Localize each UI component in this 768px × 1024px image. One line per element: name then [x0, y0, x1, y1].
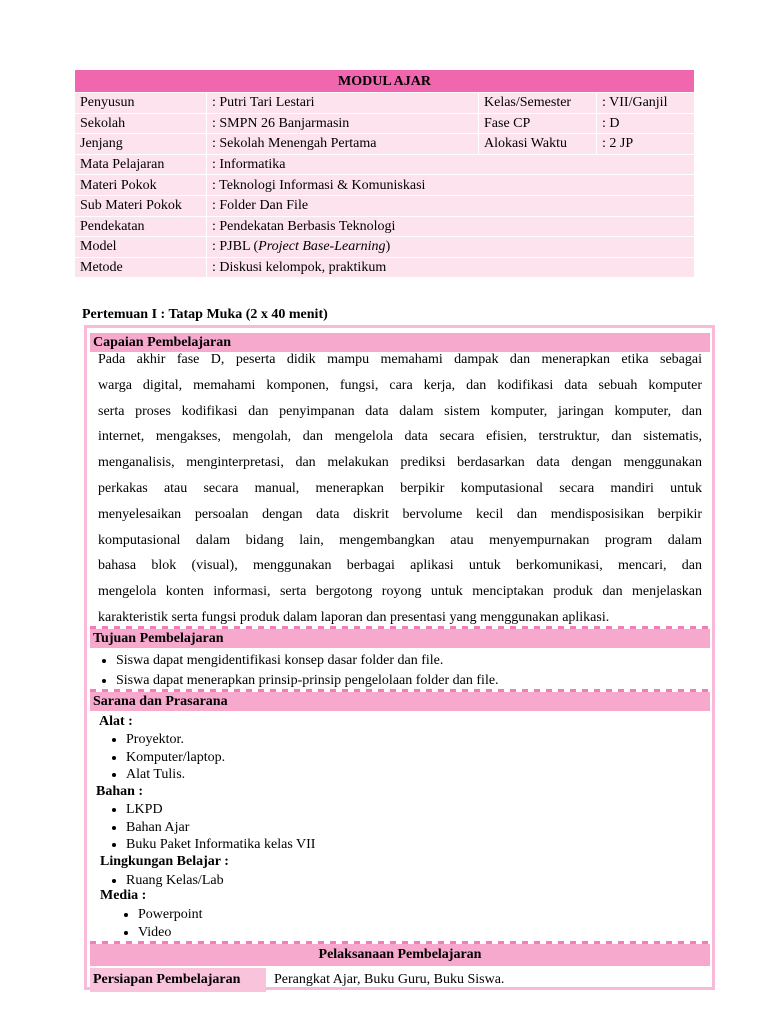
persiapan-value: Perangkat Ajar, Buku Guru, Buku Siswa.: [274, 972, 505, 987]
list-item: • Video: [138, 924, 203, 942]
modul-info-table: [74, 69, 695, 278]
info-value: : Informatika: [207, 154, 695, 175]
modul-title: MODUL AJAR: [75, 70, 695, 93]
info-row: [75, 257, 695, 278]
info-value: : Diskusi kelompok, praktikum: [207, 257, 695, 278]
bahan-list: [98, 801, 315, 854]
info-label-2: Fase CP: [479, 113, 597, 134]
capaian-line: menganalisis, menginterpretasi, dan melakukan prediksi berdasarkan data dengan menggunakan: [98, 455, 702, 471]
info-label-2: Alokasi Waktu: [479, 134, 597, 155]
capaian-line: warga digital, memahami komponen, fungsi, cara kerja, dan kodifikasi data sebuah komputer: [98, 377, 702, 393]
capaian-line: komputasional dalam bidang lain, mengembangkan atau menyempurnakan program dalam: [98, 532, 702, 548]
info-label: Materi Pokok: [75, 175, 207, 196]
capaian-line: bahasa blok (visual), menggunakan berbagai aplikasi untuk berkomunikasi, mencari, dan: [98, 558, 702, 574]
lingkungan-label: Lingkungan Belajar :: [100, 854, 229, 869]
capaian-line: perkakas atau secara manual, menerapkan berpikir komputasional secara mandiri untuk: [98, 480, 702, 496]
info-row: [75, 93, 695, 114]
tujuan-list: [98, 651, 499, 691]
info-row: [75, 216, 695, 237]
info-value-2: : VII/Ganjil: [597, 93, 695, 114]
info-label: Jenjang: [75, 134, 207, 155]
info-value: : Pendekatan Berbasis Teknologi: [207, 216, 695, 237]
capaian-line: Pada akhir fase D, peserta didik mampu memahami dampak dan menerapkan etika sebagai: [98, 352, 702, 367]
pelaksanaan-heading: Pelaksanaan Pembelajaran: [90, 944, 710, 966]
model-prefix: : PJBL (: [212, 239, 259, 255]
info-label: Sub Materi Pokok: [75, 195, 207, 216]
info-value-2: : 2 JP: [597, 134, 695, 155]
alat-label: Alat :: [99, 714, 133, 729]
persiapan-label: Persiapan Pembelajaran: [90, 968, 266, 992]
info-value: : Putri Tari Lestari: [207, 93, 479, 114]
info-row: [75, 154, 695, 175]
capaian-line: serta proses kodifikasi dan penyimpanan data dalam sistem komputer, jaringan komputer, dan: [98, 403, 702, 419]
bahan-label: Bahan :: [96, 784, 144, 799]
info-value: : SMPN 26 Banjarmasin: [207, 113, 479, 134]
info-row: [75, 237, 695, 258]
capaian-line: internet, mengakses, mengolah, dan mengelola data secara efisien, terstruktur, dan sistematis,: [98, 429, 702, 445]
capaian-line: menyelesaikan persoalan dengan data diskrit bervolume kecil dan mendisposisikan berpikir: [98, 506, 702, 522]
info-label: Metode: [75, 257, 207, 278]
info-value: : Folder Dan File: [207, 195, 695, 216]
list-item: • Bahan Ajar: [126, 819, 315, 837]
capaian-line: mengelola konten informasi, serta bergotong royong untuk menciptakan produk dan menjelaskan: [98, 584, 702, 600]
model-suffix: ): [385, 239, 391, 255]
list-item: • LKPD: [126, 801, 315, 819]
info-value: [207, 237, 695, 258]
capaian-heading: Capaian Pembelajaran: [90, 333, 710, 352]
meeting-title: Pertemuan I : Tatap Muka (2 x 40 menit): [82, 307, 328, 322]
capaian-line: karakteristik serta fungsi produk dalam laporan dan presentasi yang menggunakan aplikasi.: [98, 609, 610, 625]
info-value-2: : D: [597, 113, 695, 134]
info-value: : Teknologi Informasi & Komuniskasi: [207, 175, 695, 196]
info-label-2: Kelas/Semester: [479, 93, 597, 114]
list-item: • Komputer/laptop.: [126, 749, 225, 767]
alat-list: [98, 731, 225, 784]
sarana-heading: Sarana dan Prasarana: [90, 692, 710, 711]
info-value: : Sekolah Menengah Pertama: [207, 134, 479, 155]
list-item: • Buku Paket Informatika kelas VII: [126, 836, 315, 854]
media-list: [98, 906, 203, 942]
info-row: [75, 175, 695, 196]
info-label: Sekolah: [75, 113, 207, 134]
capaian-paragraph: [98, 347, 702, 631]
info-label: Model: [75, 237, 207, 258]
info-label: Pendekatan: [75, 216, 207, 237]
media-label: Media :: [100, 888, 147, 903]
info-label: Mata Pelajaran: [75, 154, 207, 175]
list-item: • Siswa dapat mengidentifikasi konsep dasar folder dan file.: [116, 651, 499, 671]
list-item: • Proyektor.: [126, 731, 225, 749]
tujuan-heading: Tujuan Pembelajaran: [90, 629, 710, 648]
lingkungan-list: [98, 872, 224, 890]
info-row: [75, 113, 695, 134]
list-item: • Siswa dapat menerapkan prinsip-prinsip pengelolaan folder dan file.: [116, 671, 499, 691]
info-row: [75, 134, 695, 155]
model-italic: Project Base-Learning: [258, 239, 386, 255]
list-item: • Alat Tulis.: [126, 766, 225, 784]
info-label: Penyusun: [75, 93, 207, 114]
list-item: • Powerpoint: [138, 906, 203, 924]
info-row: [75, 195, 695, 216]
list-item: • Ruang Kelas/Lab: [126, 872, 224, 890]
